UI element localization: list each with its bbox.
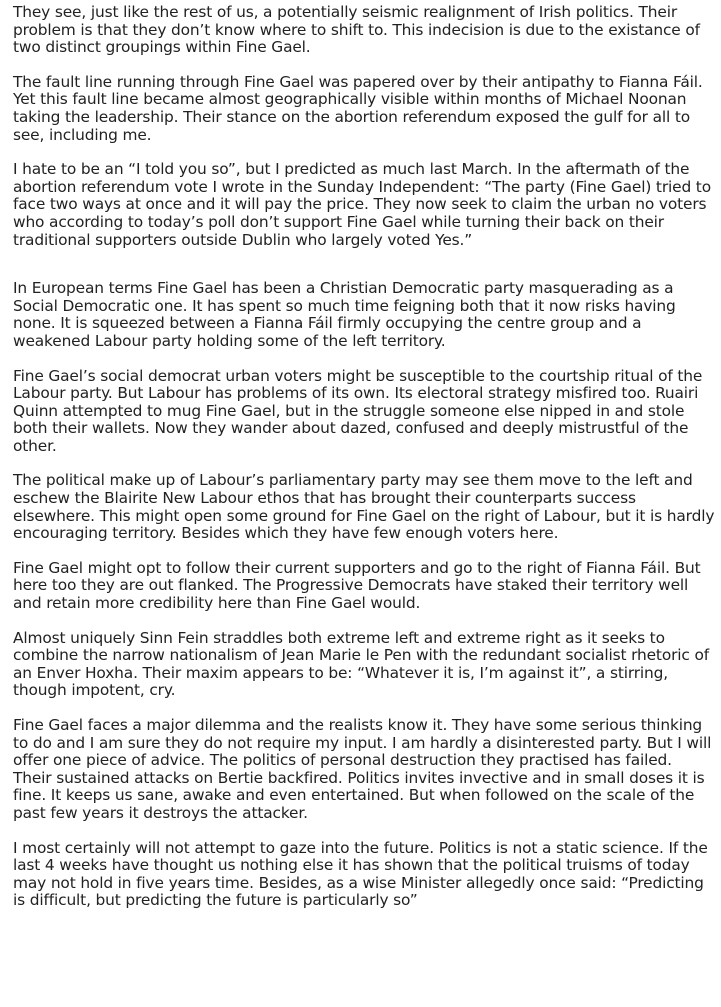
paragraph-labour-courtship: Fine Gael’s social democrat urban voters might be susceptible to the courtship ritual of the Labour party. But Labour has problems of its own. Its electoral strategy misfired too. Ruairi Quinn attempted to mug Fine Gael, but in the struggle someone else nipped in and stole both their wallets. Now they wander about dazed, confused and deeply mistrustful of the other.: [13, 366, 703, 455]
paragraph-right-of-fianna-fail: Fine Gael might opt to follow their current supporters and go to the right of Fianna Fáil. But here too they are out flanked. The Progressive Democrats have staked their territory well and retain more credibility here than Fine Gael would.: [13, 558, 701, 613]
paragraph-sinn-fein: Almost uniquely Sinn Fein straddles both extreme left and extreme right as it seeks to combine the narrow nationalism of Jean Marie le Pen with the redundant socialist rhetoric of an Enver Hoxha. Their maxim appears to be: “Whatever it is, I’m against it”, a stirring, though impotent, cry.: [13, 628, 709, 700]
paragraph-future: I most certainly will not attempt to gaze into the future. Politics is not a static science. If the last 4 weeks have thought us nothing else it has shown that the political truisms of today may not hold in five years time. Besides, as a wise Minister allegedly once said: “Predicting is difficult, but predicting the future is particularly so”: [13, 838, 708, 910]
paragraph-fault-line: The fault line running through Fine Gael was papered over by their antipathy to Fianna Fáil. Yet this fault line became almost geographically visible within months of Michael Noonan taking the leadership. Their stance on the abortion referendum exposed the gulf for all to see, including me.: [13, 72, 703, 144]
paragraph-told-you-so: I hate to be an “I told you so”, but I predicted as much last March. In the aftermath of the abortion referendum vote I wrote in the Sunday Independent: “The party (Fine Gael) tried to face two ways at once and it will pay the price. They now seek to claim the urban no voters who according to today’s poll don’t support Fine Gael while turning their back on their traditional supporters outside Dublin who largely voted Yes.”: [13, 160, 711, 249]
paragraph-labour-parliamentary: The political make up of Labour’s parliamentary party may see them move to the left and eschew the Blairite New Labour ethos that has brought their counterparts success elsewhere. This might open some ground for Fine Gael on the right of Labour, but it is hardly encouraging territory. Besides which they have few enough voters here.: [13, 471, 715, 543]
paragraph-realignment: They see, just like the rest of us, a potentially seismic realignment of Irish politics. Their problem is that they don’t know where to shift to. This indecision is due to the existance of two distinct groupings within Fine Gael.: [13, 3, 700, 57]
paragraph-european-terms: In European terms Fine Gael has been a Christian Democratic party masquerading as a Social Democratic one. It has spent so much time feigning both that it now risks having none. It is squeezed between a Fianna Fáil firmly occupying the centre group and a weakened Labour party holding some of the left territory.: [13, 279, 676, 350]
paragraph-dilemma: Fine Gael faces a major dilemma and the realists know it. They have some serious thinking to do and I am sure they do not require my input. I am hardly a disinterested party. But I will offer one piece of advice. The politics of personal destruction they practised has failed. Their sustained attacks on Bertie backfired. Politics invites invective and in small doses it is fine. It keeps us sane, awake and even entertained. But when followed on the scale of the past few years it destroys the attacker.: [13, 716, 712, 822]
